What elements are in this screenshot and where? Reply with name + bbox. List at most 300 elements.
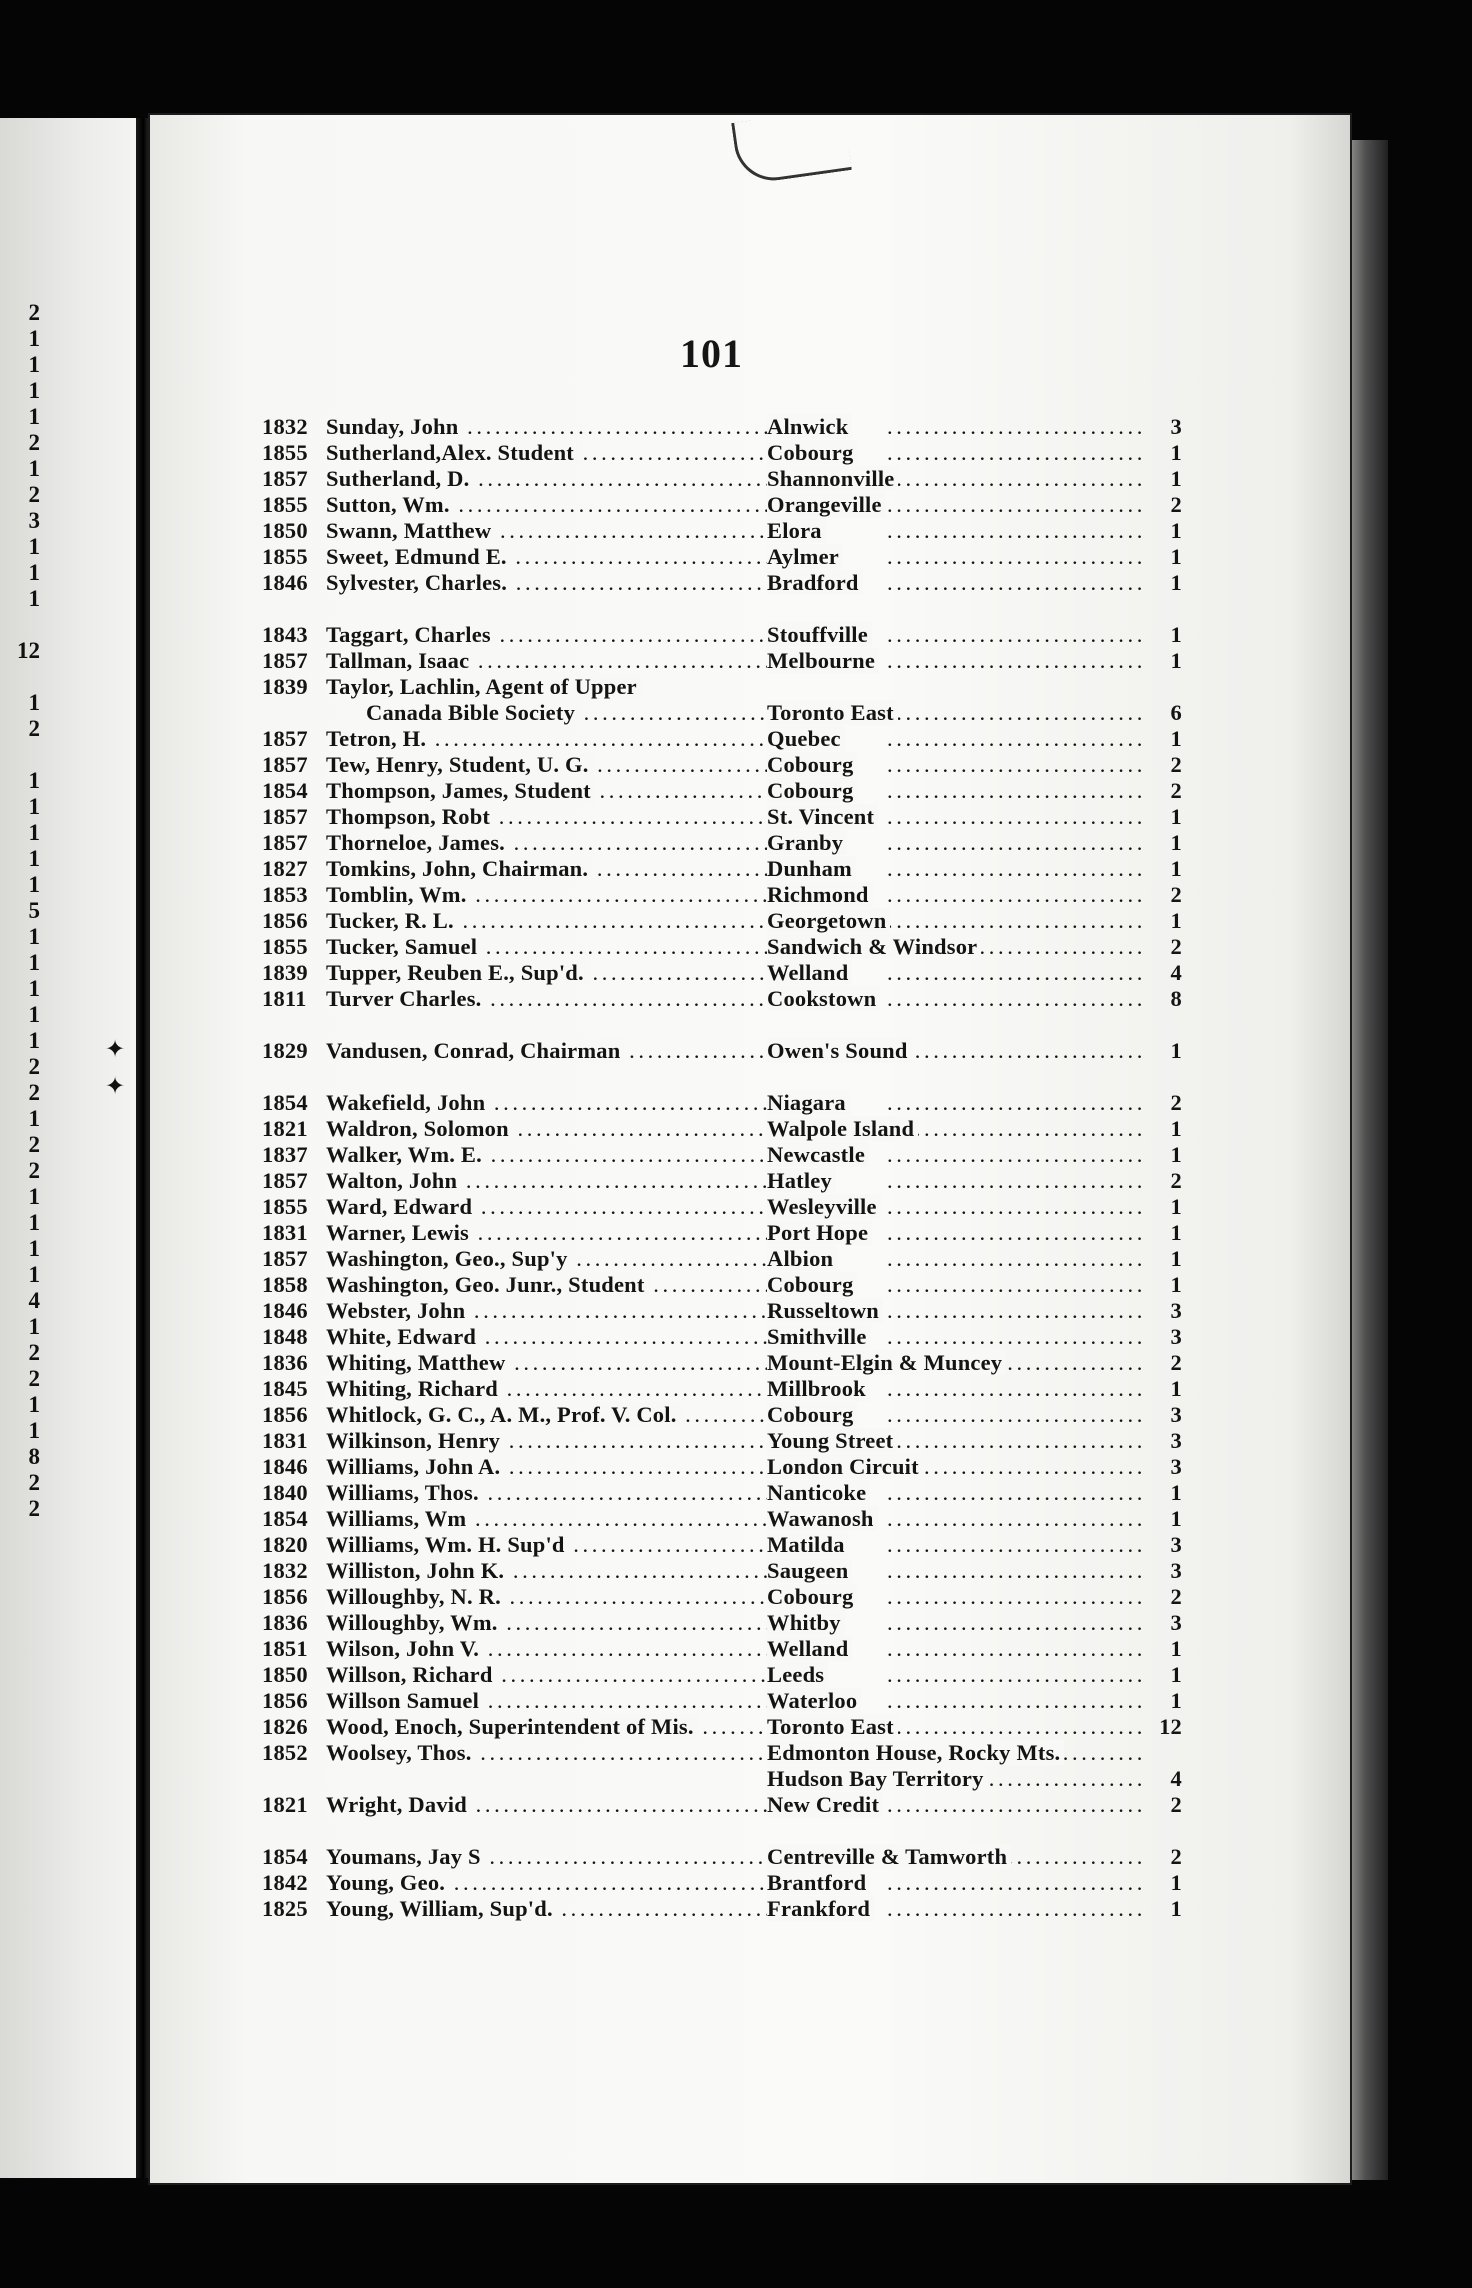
entry-count: 1	[1170, 466, 1182, 491]
adjacent-page-number: 1	[28, 586, 40, 611]
entry-name: Warner, Lewis . . .	[326, 1220, 826, 1246]
entry-station: Edmonton House, Rocky Mts. . . .	[767, 1740, 1147, 1766]
entry-year: 1855	[262, 1194, 308, 1219]
entry-year: 1855	[262, 440, 308, 465]
entry-name: Thompson, James, Student . . .	[326, 778, 826, 804]
entry-station: Newcastle . . .	[767, 1142, 1147, 1168]
entry-name: Sunday, John . . .	[326, 414, 826, 440]
entry-year: 1850	[262, 518, 308, 543]
entry-station: Granby . . .	[767, 830, 1147, 856]
entry-station: Young Street . . .	[767, 1428, 1147, 1454]
entry-station: Aylmer . . .	[767, 544, 1147, 570]
entry-count: 1	[1170, 1038, 1182, 1063]
entry-station: Elora . . .	[767, 518, 1147, 544]
entry-year: 1829	[262, 1038, 308, 1063]
list-item	[262, 1636, 1182, 1662]
entry-station: Cobourg . . .	[767, 1402, 1147, 1428]
entry-name: Taggart, Charles . . .	[326, 622, 826, 648]
page-number: 101	[680, 331, 743, 376]
entry-station: Hudson Bay Territory . . .	[767, 1766, 1147, 1792]
ministers-list	[262, 414, 1182, 1922]
list-item	[262, 1350, 1182, 1376]
list-item	[262, 1220, 1182, 1246]
entry-year: 1832	[262, 414, 308, 439]
list-item	[262, 1740, 1182, 1766]
entry-year: 1852	[262, 1740, 308, 1765]
entry-name: Williams, Wm . . .	[326, 1506, 826, 1532]
entry-year: 1843	[262, 622, 308, 647]
entry-name: Willson, Richard . . .	[326, 1662, 826, 1688]
adjacent-page-number: 2	[28, 1054, 40, 1079]
list-item	[262, 778, 1182, 804]
entry-count: 1	[1170, 440, 1182, 465]
adjacent-page-number: 1	[28, 846, 40, 871]
entry-year: 1857	[262, 1246, 308, 1271]
adjacent-page-number: 1	[28, 794, 40, 819]
adjacent-page-number: 1	[28, 690, 40, 715]
adjacent-page-number: 2	[28, 1340, 40, 1365]
list-item	[262, 1532, 1182, 1558]
entry-station: Wawanosh . . .	[767, 1506, 1147, 1532]
entry-count: 1	[1170, 1376, 1182, 1401]
list-item	[262, 1844, 1182, 1870]
entry-name: Tetron, H. . . .	[326, 726, 826, 752]
entry-year: 1857	[262, 830, 308, 855]
entry-year: 1854	[262, 1844, 308, 1869]
entry-year: 1825	[262, 1896, 308, 1921]
entry-count: 4	[1170, 1766, 1182, 1791]
entry-count: 4	[1170, 960, 1182, 985]
entry-year: 1854	[262, 1506, 308, 1531]
entry-count: 1	[1170, 1636, 1182, 1661]
entry-station: Owen's Sound . . .	[767, 1038, 1147, 1064]
list-item	[262, 1324, 1182, 1350]
entry-year: 1846	[262, 570, 308, 595]
entry-station: Walpole Island . . .	[767, 1116, 1147, 1142]
entry-year: 1856	[262, 1584, 308, 1609]
adjacent-page-number: 1	[28, 534, 40, 559]
entry-count: 3	[1170, 1532, 1182, 1557]
list-item	[262, 544, 1182, 570]
entry-year: 1826	[262, 1714, 308, 1739]
entry-name: Sweet, Edmund E. . . .	[326, 544, 826, 570]
entry-count: 1	[1170, 804, 1182, 829]
list-item	[262, 466, 1182, 492]
adjacent-page-number: 1	[28, 352, 40, 377]
entry-station: Quebec . . .	[767, 726, 1147, 752]
entry-year: 1854	[262, 1090, 308, 1115]
list-item	[262, 1116, 1182, 1142]
entry-name: Whiting, Richard . . .	[326, 1376, 826, 1402]
binding-thread-mark: ✦	[105, 1037, 126, 1063]
list-item	[262, 1766, 1182, 1792]
list-item	[262, 492, 1182, 518]
entry-year: 1857	[262, 726, 308, 751]
entry-year: 1855	[262, 934, 308, 959]
adjacent-page-number: 2	[28, 300, 40, 325]
list-item	[262, 1090, 1182, 1116]
adjacent-page-number: 1	[28, 1418, 40, 1443]
entry-station: Matilda . . .	[767, 1532, 1147, 1558]
list-item	[262, 674, 1182, 700]
entry-count: 1	[1170, 1272, 1182, 1297]
entry-count: 8	[1170, 986, 1182, 1011]
entry-year: 1837	[262, 1142, 308, 1167]
entry-count: 1	[1170, 1896, 1182, 1921]
adjacent-page-number: 1	[28, 326, 40, 351]
entry-count: 1	[1170, 726, 1182, 751]
list-item	[262, 648, 1182, 674]
entry-name: Young, William, Sup'd. . . .	[326, 1896, 826, 1922]
entry-year: 1839	[262, 960, 308, 985]
entry-count: 2	[1170, 1584, 1182, 1609]
list-item	[262, 1298, 1182, 1324]
entry-name: Woolsey, Thos. . . .	[326, 1740, 826, 1766]
entry-year: 1831	[262, 1428, 308, 1453]
entry-station: Waterloo . . .	[767, 1688, 1147, 1714]
entry-station: Port Hope . . .	[767, 1220, 1147, 1246]
entry-name: Willoughby, N. R. . . .	[326, 1584, 826, 1610]
entry-name: Williams, John A. . . .	[326, 1454, 826, 1480]
entry-year: 1855	[262, 492, 308, 517]
entry-count: 1	[1170, 856, 1182, 881]
entry-year: 1832	[262, 1558, 308, 1583]
entry-count: 1	[1170, 1480, 1182, 1505]
list-item	[262, 1688, 1182, 1714]
entry-station: Sandwich & Windsor . . .	[767, 934, 1147, 960]
entry-station: Leeds . . .	[767, 1662, 1147, 1688]
entry-name: Washington, Geo. Junr., Student . . .	[326, 1272, 826, 1298]
adjacent-page-number: 1	[28, 1314, 40, 1339]
entry-count: 3	[1170, 1428, 1182, 1453]
entry-year: 1846	[262, 1298, 308, 1323]
adjacent-page-number: 1	[28, 872, 40, 897]
entry-name: Taylor, Lachlin, Agent of Upper	[326, 674, 826, 700]
adjacent-page-number: 2	[28, 1132, 40, 1157]
entry-station: Toronto East . . .	[767, 1714, 1147, 1740]
entry-name: Tew, Henry, Student, U. G. . . .	[326, 752, 826, 778]
binding-thread-mark: ✦	[105, 1074, 126, 1100]
entry-count: 2	[1170, 882, 1182, 907]
entry-station: Millbrook . . .	[767, 1376, 1147, 1402]
entry-station: Cobourg . . .	[767, 1584, 1147, 1610]
entry-count: 12	[1159, 1714, 1182, 1739]
entry-count: 1	[1170, 1116, 1182, 1141]
entry-station: Frankford . . .	[767, 1896, 1147, 1922]
entry-name: Vandusen, Conrad, Chairman . . .	[326, 1038, 826, 1064]
adjacent-page-number	[0, 742, 40, 768]
list-item	[262, 1480, 1182, 1506]
entry-count: 1	[1170, 1870, 1182, 1895]
entry-year: 1853	[262, 882, 308, 907]
adjacent-page-number: 2	[28, 1158, 40, 1183]
entry-count: 2	[1170, 934, 1182, 959]
entry-name: Washington, Geo., Sup'y . . .	[326, 1246, 826, 1272]
entry-count: 2	[1170, 1844, 1182, 1869]
entry-name: Ward, Edward . . .	[326, 1194, 826, 1220]
entry-station: New Credit . . .	[767, 1792, 1147, 1818]
adjacent-page-number: 12	[17, 638, 40, 663]
entry-year: 1836	[262, 1350, 308, 1375]
entry-station: Cobourg . . .	[767, 440, 1147, 466]
entry-count: 6	[1170, 700, 1182, 725]
adjacent-page-number: 1	[28, 1392, 40, 1417]
entry-count: 2	[1170, 1350, 1182, 1375]
adjacent-page-number: 4	[28, 1288, 40, 1313]
adjacent-page-number: 1	[28, 950, 40, 975]
entry-name: Tallman, Isaac . . .	[326, 648, 826, 674]
entry-name: Wood, Enoch, Superintendent of Mis. . . .	[326, 1714, 826, 1740]
entry-count: 1	[1170, 648, 1182, 673]
entry-name: Williams, Thos. . . .	[326, 1480, 826, 1506]
entry-name: Young, Geo. . . .	[326, 1870, 826, 1896]
entry-year: 1831	[262, 1220, 308, 1245]
entry-count: 3	[1170, 1324, 1182, 1349]
entry-name: Walker, Wm. E. . . .	[326, 1142, 826, 1168]
entry-year: 1821	[262, 1792, 308, 1817]
adjacent-page-number: 1	[28, 404, 40, 429]
entry-name: Tupper, Reuben E., Sup'd. . . .	[326, 960, 826, 986]
list-item	[262, 1610, 1182, 1636]
entry-year: 1827	[262, 856, 308, 881]
entry-name: Willson Samuel . . .	[326, 1688, 826, 1714]
entry-year: 1845	[262, 1376, 308, 1401]
entry-station: Cobourg . . .	[767, 1272, 1147, 1298]
entry-name: White, Edward . . .	[326, 1324, 826, 1350]
entry-count: 1	[1170, 908, 1182, 933]
entry-year: 1856	[262, 1688, 308, 1713]
entry-count: 1	[1170, 1220, 1182, 1245]
adjacent-page-number: 5	[28, 898, 40, 923]
entry-station: Melbourne . . .	[767, 648, 1147, 674]
adjacent-page-number: 2	[28, 1470, 40, 1495]
adjacent-page-number: 2	[28, 1366, 40, 1391]
entry-station: London Circuit . . .	[767, 1454, 1147, 1480]
adjacent-page-number: 2	[28, 430, 40, 455]
entry-station: Mount-Elgin & Muncey . . .	[767, 1350, 1147, 1376]
entry-year: 1839	[262, 674, 308, 699]
entry-year: 1857	[262, 752, 308, 777]
entry-station: Smithville . . .	[767, 1324, 1147, 1350]
adjacent-page-number: 2	[28, 1496, 40, 1521]
page-edge	[1350, 140, 1388, 2180]
list-item	[262, 1714, 1182, 1740]
adjacent-page-number	[0, 612, 40, 638]
list-item	[262, 1584, 1182, 1610]
list-item	[262, 1558, 1182, 1584]
list-item	[262, 1168, 1182, 1194]
list-item	[262, 700, 1182, 726]
entry-name: Waldron, Solomon . . .	[326, 1116, 826, 1142]
adjacent-page-number	[0, 664, 40, 690]
list-item	[262, 882, 1182, 908]
entry-name: Tomblin, Wm. . . .	[326, 882, 826, 908]
entry-year: 1836	[262, 1610, 308, 1635]
entry-station: Saugeen . . .	[767, 1558, 1147, 1584]
adjacent-page-number: 2	[28, 1080, 40, 1105]
entry-count: 1	[1170, 544, 1182, 569]
list-item	[262, 986, 1182, 1012]
entry-year: 1821	[262, 1116, 308, 1141]
entry-name	[326, 1766, 826, 1792]
entry-name: Sylvester, Charles. . . .	[326, 570, 826, 596]
adjacent-page-number: 1	[28, 1028, 40, 1053]
entry-station: St. Vincent . . .	[767, 804, 1147, 830]
entry-year: 1842	[262, 1870, 308, 1895]
entry-year: 1855	[262, 544, 308, 569]
entry-year: 1850	[262, 1662, 308, 1687]
adjacent-page-number: 1	[28, 768, 40, 793]
entry-year: 1857	[262, 1168, 308, 1193]
list-item	[262, 1194, 1182, 1220]
entry-count: 2	[1170, 752, 1182, 777]
entry-station: Whitby . . .	[767, 1610, 1147, 1636]
entry-station: Wesleyville . . .	[767, 1194, 1147, 1220]
entry-count: 2	[1170, 492, 1182, 517]
entry-station: Cobourg . . .	[767, 778, 1147, 804]
entry-name: Tucker, R. L. . . .	[326, 908, 826, 934]
list-item	[262, 960, 1182, 986]
adjacent-page-number: 1	[28, 1106, 40, 1131]
entry-station: Bradford . . .	[767, 570, 1147, 596]
entry-year: 1851	[262, 1636, 308, 1661]
list-item	[262, 1428, 1182, 1454]
entry-year: 1858	[262, 1272, 308, 1297]
list-item	[262, 622, 1182, 648]
entry-station: Welland . . .	[767, 1636, 1147, 1662]
entry-name: Willoughby, Wm. . . .	[326, 1610, 826, 1636]
entry-name: Tomkins, John, Chairman. . . .	[326, 856, 826, 882]
list-item	[262, 1246, 1182, 1272]
list-item	[262, 804, 1182, 830]
entry-name: Sutherland, D. . . .	[326, 466, 826, 492]
entry-station: Albion . . .	[767, 1246, 1147, 1272]
entry-year: 1857	[262, 648, 308, 673]
entry-year: 1857	[262, 466, 308, 491]
entry-count: 3	[1170, 1298, 1182, 1323]
entry-count: 3	[1170, 1610, 1182, 1635]
entry-count: 1	[1170, 1662, 1182, 1687]
entry-name: Tucker, Samuel . . .	[326, 934, 826, 960]
list-item	[262, 1272, 1182, 1298]
entry-name: Whiting, Matthew . . .	[326, 1350, 826, 1376]
list-item	[262, 830, 1182, 856]
entry-station: Shannonville . . .	[767, 466, 1147, 492]
entry-year: 1854	[262, 778, 308, 803]
adjacent-page-number: 1	[28, 456, 40, 481]
entry-year: 1811	[262, 986, 307, 1011]
entry-year: 1820	[262, 1532, 308, 1557]
adjacent-page-number: 1	[28, 820, 40, 845]
entry-name: Webster, John . . .	[326, 1298, 826, 1324]
list-item	[262, 1454, 1182, 1480]
list-item	[262, 1376, 1182, 1402]
list-item	[262, 518, 1182, 544]
adjacent-page-number: 1	[28, 1184, 40, 1209]
entry-station: Richmond . . .	[767, 882, 1147, 908]
entry-name: Wilson, John V. . . .	[326, 1636, 826, 1662]
entry-station: Georgetown . . .	[767, 908, 1147, 934]
entry-count: 1	[1170, 1142, 1182, 1167]
entry-count: 3	[1170, 414, 1182, 439]
entry-year: 1840	[262, 1480, 308, 1505]
entry-name: Wakefield, John . . .	[326, 1090, 826, 1116]
list-item	[262, 1792, 1182, 1818]
entry-count: 1	[1170, 1194, 1182, 1219]
entry-count: 1	[1170, 1688, 1182, 1713]
list-item	[262, 752, 1182, 778]
entry-station: Welland . . .	[767, 960, 1147, 986]
adjacent-page-number: 1	[28, 924, 40, 949]
entry-name: Wilkinson, Henry . . .	[326, 1428, 826, 1454]
entry-station: Brantford . . .	[767, 1870, 1147, 1896]
list-item	[262, 1402, 1182, 1428]
list-item	[262, 856, 1182, 882]
entry-name: Williston, John K. . . .	[326, 1558, 826, 1584]
list-item	[262, 1038, 1182, 1064]
entry-count: 2	[1170, 1792, 1182, 1817]
adjacent-page-number: 1	[28, 1210, 40, 1235]
entry-year: 1857	[262, 804, 308, 829]
entry-count: 1	[1170, 1506, 1182, 1531]
list-item	[262, 726, 1182, 752]
entry-name: Swann, Matthew . . .	[326, 518, 826, 544]
entry-station: Orangeville . . .	[767, 492, 1147, 518]
entry-year: 1846	[262, 1454, 308, 1479]
adjacent-page-number: 3	[28, 508, 40, 533]
entry-name: Sutherland,Alex. Student . . .	[326, 440, 826, 466]
adjacent-page-number: 1	[28, 1236, 40, 1261]
entry-name: Youmans, Jay S . . .	[326, 1844, 826, 1870]
entry-station: Toronto East . . .	[767, 700, 1147, 726]
entry-station: Russeltown . . .	[767, 1298, 1147, 1324]
adjacent-page-numbers	[0, 300, 40, 1522]
entry-count: 1	[1170, 622, 1182, 647]
adjacent-page-number: 1	[28, 560, 40, 585]
entry-station: Niagara . . .	[767, 1090, 1147, 1116]
entry-count: 3	[1170, 1558, 1182, 1583]
entry-count: 1	[1170, 1246, 1182, 1271]
entry-year: 1856	[262, 1402, 308, 1427]
entry-count: 2	[1170, 778, 1182, 803]
adjacent-page-number: 1	[28, 1002, 40, 1027]
entry-station: Hatley . . .	[767, 1168, 1147, 1194]
entry-station: Stouffville . . .	[767, 622, 1147, 648]
adjacent-page-number: 1	[28, 378, 40, 403]
list-item	[262, 1662, 1182, 1688]
entry-count: 1	[1170, 518, 1182, 543]
list-item	[262, 414, 1182, 440]
list-item	[262, 570, 1182, 596]
entry-name: Williams, Wm. H. Sup'd . . .	[326, 1532, 826, 1558]
adjacent-page-number: 1	[28, 1262, 40, 1287]
entry-name: Turver Charles. . . .	[326, 986, 826, 1012]
entry-count: 3	[1170, 1454, 1182, 1479]
entry-name: Walton, John . . .	[326, 1168, 826, 1194]
entry-count: 3	[1170, 1402, 1182, 1427]
entry-name: Thompson, Robt . . .	[326, 804, 826, 830]
entry-name: Canada Bible Society . . .	[326, 700, 866, 726]
entry-station: Alnwick . . .	[767, 414, 1147, 440]
entry-station: Dunham . . .	[767, 856, 1147, 882]
entry-year: 1848	[262, 1324, 308, 1349]
adjacent-page-number: 2	[28, 482, 40, 507]
entry-count: 1	[1170, 830, 1182, 855]
adjacent-page-number: 1	[28, 976, 40, 1001]
list-item	[262, 1506, 1182, 1532]
adjacent-page-number: 8	[28, 1444, 40, 1469]
entry-name: Wright, David . . .	[326, 1792, 826, 1818]
